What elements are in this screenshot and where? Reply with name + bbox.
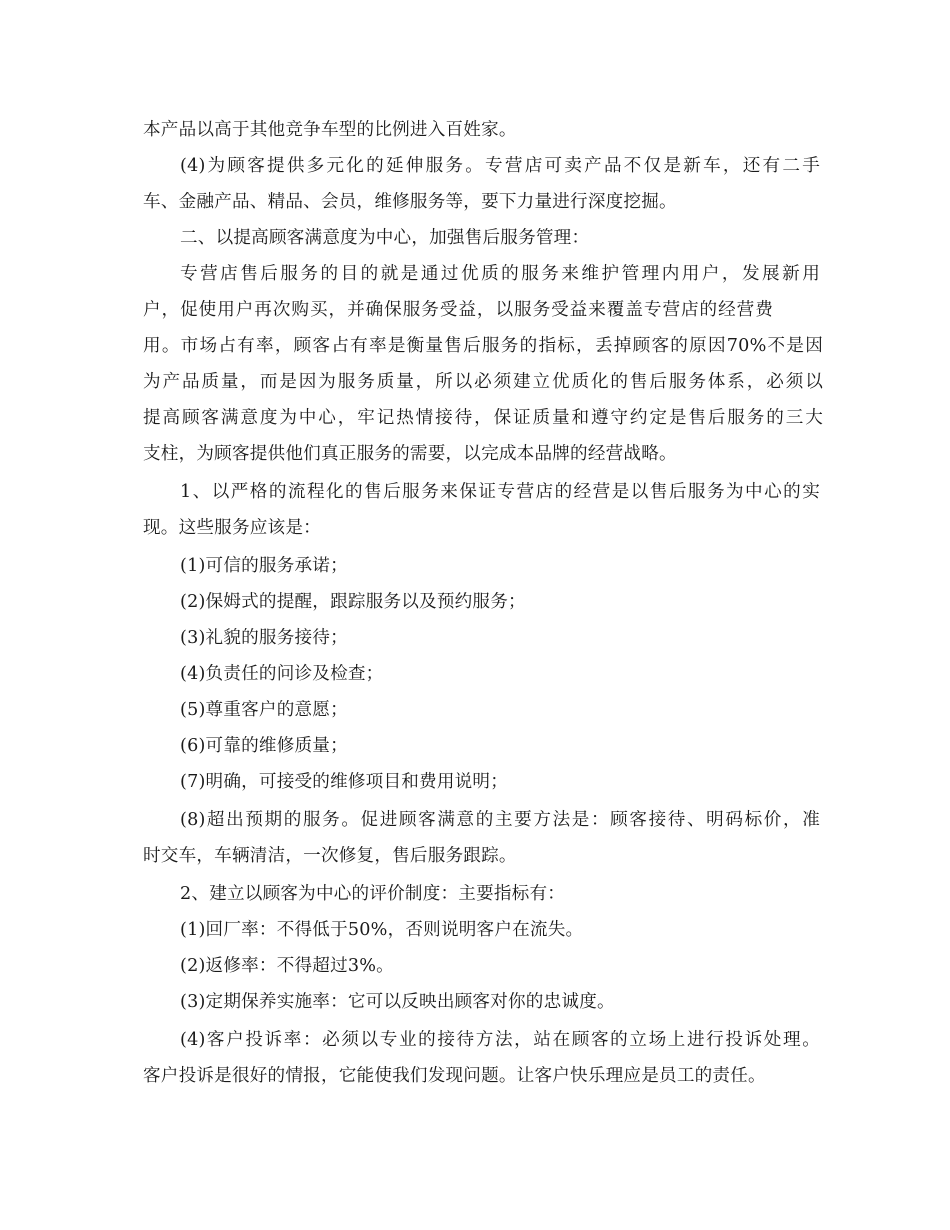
- list-item: (8)超出预期的服务。促进顾客满意的主要方法是：顾客接待、明码标价，准: [180, 810, 820, 830]
- list-item: (3)礼貌的服务接待；: [180, 628, 348, 648]
- list-item: (3)定期保养实施率：它可以反映出顾客对你的忠诚度。: [180, 992, 615, 1012]
- list-item: (7)明确，可接受的维修项目和费用说明；: [180, 772, 509, 792]
- list-item: (4)客户投诉率：必须以专业的接待方法，站在顾客的立场上进行投诉处理。: [180, 1030, 820, 1050]
- text-line: 1、以严格的流程化的售后服务来保证专营店的经营是以售后服务为中心的实: [180, 482, 820, 502]
- text-line: 时交车，车辆清洁，一次修复，售后服务跟踪。: [143, 846, 517, 866]
- text-line: 支柱，为顾客提供他们真正服务的需要，以完成本品牌的经营战略。: [143, 444, 677, 464]
- text-line: 本产品以高于其他竞争车型的比例进入百姓家。: [143, 120, 517, 140]
- text-line: 现。这些服务应该是：: [143, 518, 321, 538]
- list-item: (5)尊重客户的意愿；: [180, 700, 348, 720]
- list-item: (2)返修率：不得超过3%。: [180, 956, 394, 976]
- text-line: 户，促使用户再次购买，并确保服务受益，以服务受益来覆盖专营店的经营费: [143, 300, 773, 320]
- text-line: 客户投诉是很好的情报，它能使我们发现问题。让客户快乐理应是员工的责任。: [143, 1066, 766, 1086]
- section-heading: 2、建立以顾客为中心的评价制度：主要指标有：: [180, 884, 566, 904]
- text-line: 车、金融产品、精品、会员，维修服务等，要下力量进行深度挖掘。: [143, 192, 677, 212]
- text-line: (4)为顾客提供多元化的延伸服务。专营店可卖产品不仅是新车，还有二手: [180, 156, 820, 176]
- section-heading: 二、以提高顾客满意度为中心，加强售后服务管理：: [180, 228, 590, 248]
- list-item: (2)保姆式的提醒，跟踪服务以及预约服务；: [180, 592, 526, 612]
- list-item: (1)回厂率：不得低于50%，否则说明客户在流失。: [180, 920, 584, 940]
- text-line: 专营店售后服务的目的就是通过优质的服务来维护管理内用户，发展新用: [180, 264, 820, 284]
- list-item: (4)负责任的问诊及检查；: [180, 664, 384, 684]
- text-line: 为产品质量，而是因为服务质量，所以必须建立优质化的售后服务体系，必须以: [143, 372, 823, 392]
- text-line: 提高顾客满意度为中心，牢记热情接待，保证质量和遵守约定是售后服务的三大: [143, 408, 823, 428]
- list-item: (6)可靠的维修质量；: [180, 736, 348, 756]
- list-item: (1)可信的服务承诺；: [180, 556, 348, 576]
- text-line: 用。市场占有率，顾客占有率是衡量售后服务的指标，丢掉顾客的原因70%不是因: [143, 336, 823, 356]
